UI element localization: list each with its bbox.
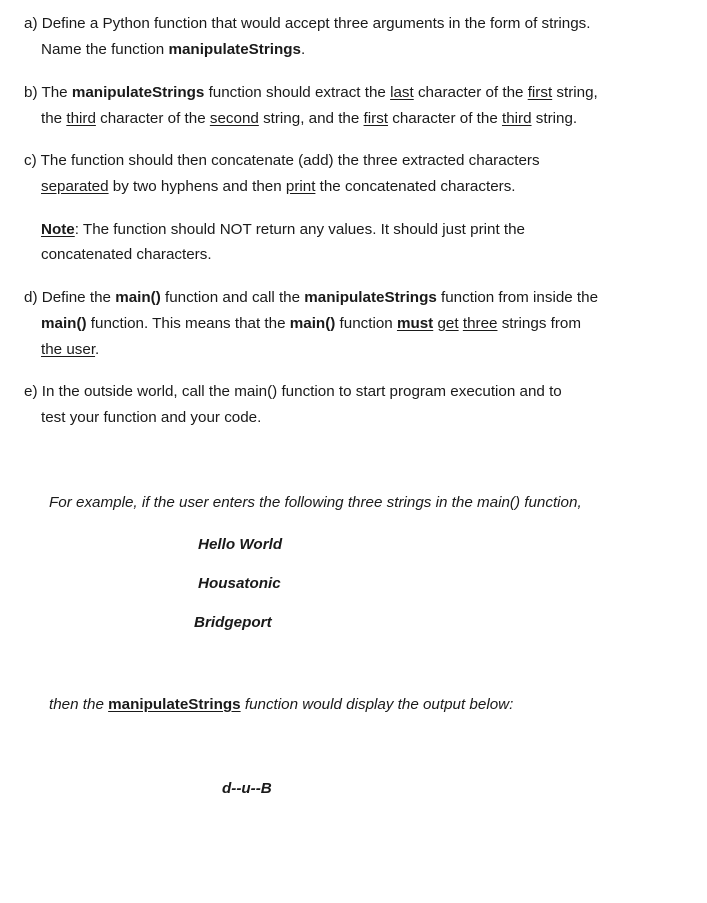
section-b-line-1: b) The manipulateStrings function should extract the last character of the first string, [24, 84, 598, 101]
example-input-1: Hello World [198, 536, 283, 553]
section-c-line-1: c) The function should then concatenate (add) the three extracted characters [24, 152, 540, 169]
function-name: manipulateStrings [71, 84, 205, 101]
example-input-3: Bridgeport [194, 614, 272, 631]
section-d-line-2: main() function. This means that the main() function must get three strings from [41, 315, 582, 332]
section-c-line-2: separated by two hyphens and then print the concatenated characters. [41, 178, 516, 195]
function-name: manipulateStrings [168, 41, 301, 58]
section-e-line-2: test your function and your code. [41, 409, 262, 426]
section-d-line-1: d) Define the main() function and call the manipulateStrings function from inside the [24, 289, 599, 306]
note-line-2: concatenated characters. [41, 246, 212, 263]
note-line-1: Note: The function should NOT return any values. It should just print the [41, 221, 525, 238]
example-output: d--u--B [222, 780, 272, 797]
example-intro: For example, if the user enters the following three strings in the main() function, [49, 494, 582, 511]
section-a-line-2: Name the function manipulateStrings. [41, 41, 306, 58]
function-name: manipulateStrings [304, 289, 437, 306]
function-name: manipulateStrings [108, 696, 241, 713]
section-e-line-1: e) In the outside world, call the main() function to start program execution and to [24, 383, 562, 400]
example-then-line: then the manipulateStrings function would display the output below: [49, 696, 514, 713]
section-a-line-1: a) Define a Python function that would accept three arguments in the form of strings. [24, 15, 591, 32]
section-b-line-2: the third character of the second string, and the first character of the third string. [41, 110, 578, 127]
example-input-2: Housatonic [198, 575, 281, 592]
note-label: Note [41, 221, 75, 238]
section-d-line-3: the user. [41, 341, 100, 358]
